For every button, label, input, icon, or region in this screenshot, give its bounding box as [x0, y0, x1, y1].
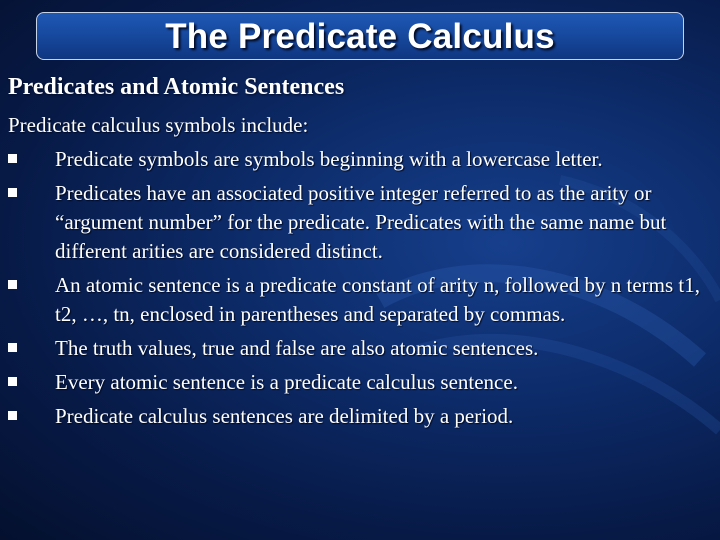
slide-subtitle: Predicates and Atomic Sentences: [8, 74, 345, 100]
bullet-item: [8, 402, 714, 431]
bullet-item: [8, 334, 714, 363]
square-bullet-icon: [8, 280, 17, 289]
square-bullet-icon: [8, 343, 17, 352]
intro-text: Predicate calculus symbols include:: [8, 113, 309, 137]
bullet-item: [8, 179, 714, 266]
slide-title: The Predicate Calculus: [165, 16, 555, 56]
square-bullet-icon: [8, 154, 17, 163]
bullet-text: An atomic sentence is a predicate constant of arity n, followed by n terms t1, t2, …, tn, enclosed in parentheses and separated by commas.: [55, 273, 700, 326]
bullet-list: [8, 145, 714, 431]
title-banner: [36, 12, 684, 60]
bullet-item: [8, 271, 714, 329]
bullet-text: Predicate symbols are symbols beginning with a lowercase letter.: [55, 147, 603, 171]
bullet-text: Predicates have an associated positive integer referred to as the arity or “argument number” for the predicate. Predicates with the same name but different arities are considered distinct.: [55, 181, 667, 263]
square-bullet-icon: [8, 411, 17, 420]
bullet-item: [8, 368, 714, 397]
bullet-text: The truth values, true and false are also atomic sentences.: [55, 336, 539, 360]
bullet-text: Every atomic sentence is a predicate calculus sentence.: [55, 370, 518, 394]
bullet-text: Predicate calculus sentences are delimited by a period.: [55, 404, 514, 428]
square-bullet-icon: [8, 377, 17, 386]
slide-body: [8, 111, 714, 436]
square-bullet-icon: [8, 188, 17, 197]
bullet-item: [8, 145, 714, 174]
